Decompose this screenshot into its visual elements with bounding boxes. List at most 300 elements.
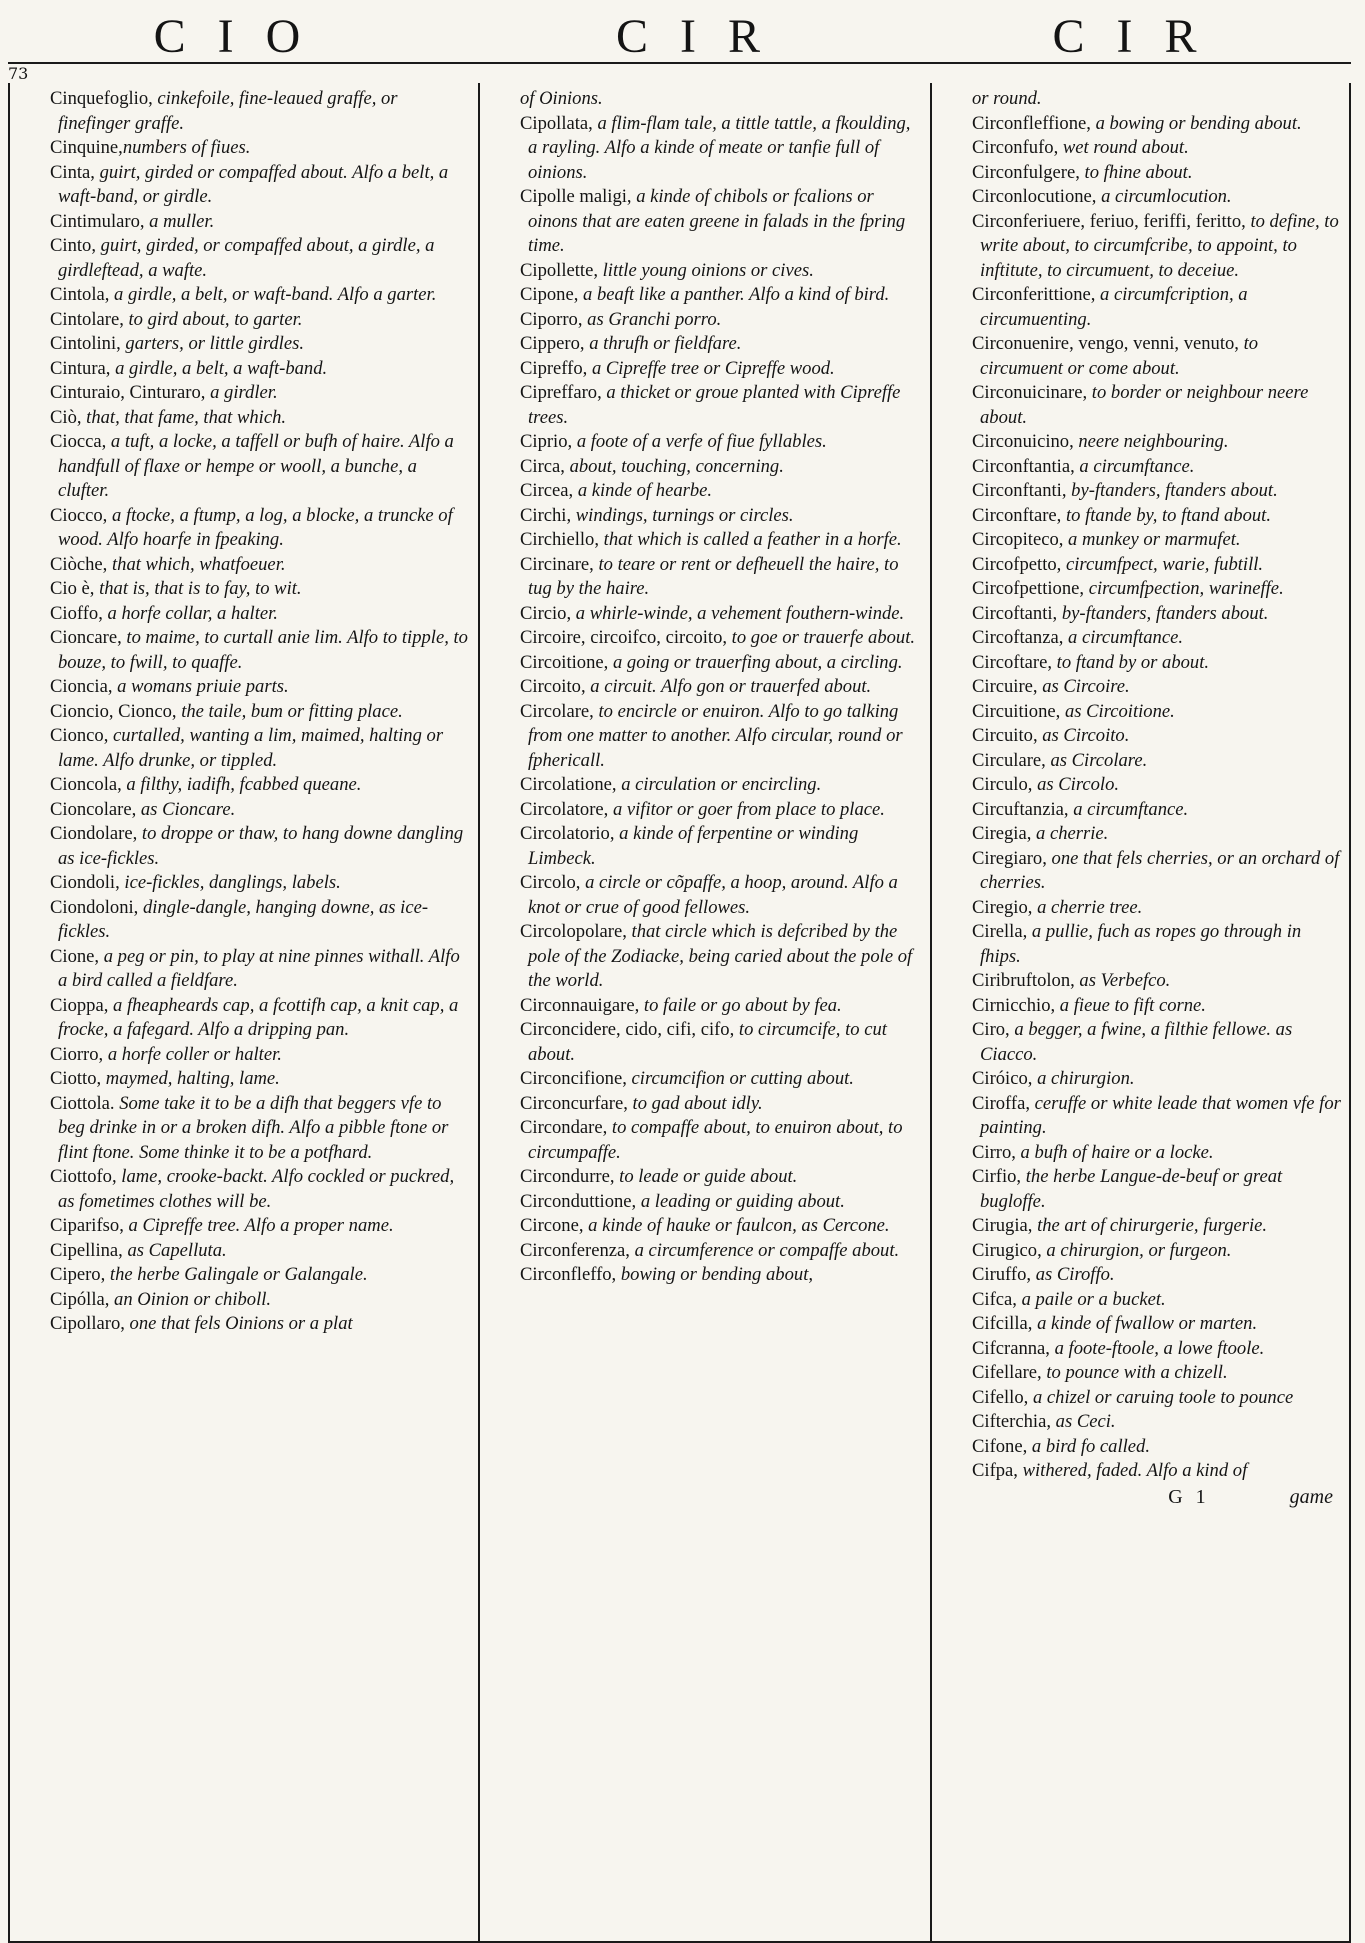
entry-headword: Circonftantia, — [972, 455, 1075, 477]
entry-headword: Circolopolare, — [520, 921, 627, 942]
entry-definition: a Cipreffe tree. Alfo a proper name. — [123, 1215, 394, 1236]
entry-definition: an Oinion or chiboll. — [109, 1288, 272, 1310]
entry-definition: ceruffe or white leade that women vfe for painting. — [980, 1092, 1341, 1138]
dictionary-entry — [948, 455, 1341, 480]
entry-definition: lame, crooke-backt. Alfo cockled or puckred, as fometimes clothes will be. — [58, 1166, 455, 1212]
dictionary-entry — [948, 626, 1341, 651]
dictionary-entry — [948, 1459, 1341, 1484]
entry-headword: Circio, — [520, 602, 572, 624]
dictionary-entry — [26, 161, 470, 210]
dictionary-entry — [948, 1312, 1341, 1337]
entry-headword: Ciorro, — [50, 1043, 104, 1065]
entry-definition: the herbe Galingale or Galangale. — [105, 1264, 368, 1285]
entry-headword: Cipero, — [50, 1264, 106, 1285]
entry-headword: Cintolini, — [50, 333, 121, 354]
entry-definition: a peg or pin, to play at nine pinnes withall. Alfo a bird called a fieldfare. — [58, 945, 460, 991]
dictionary-entry — [26, 430, 470, 504]
entry-definition: a chizel or caruing toole to pounce — [1028, 1386, 1294, 1408]
dictionary-entry — [26, 675, 470, 700]
dictionary-entry — [26, 1214, 470, 1239]
dictionary-entry — [948, 1435, 1341, 1460]
entry-headword: Circoncidere, cido, cifi, cifo, — [520, 1019, 735, 1040]
dictionary-entry — [948, 210, 1341, 284]
entry-definition: a circle or cõpaffe, a hoop, around. Alfo a knot or crue of good fellowes. — [528, 872, 898, 918]
entry-headword: Ciondoloni, — [50, 896, 139, 918]
entry-definition: neere neighbouring. — [1073, 431, 1229, 452]
entry-definition: dingle-dangle, hanging downe, as ice-fickles. — [58, 896, 429, 942]
entry-definition: a Cipreffe tree or Cipreffe wood. — [587, 357, 835, 379]
entry-headword: Cipone, — [520, 284, 579, 305]
entry-headword: Ciprio, — [520, 431, 573, 452]
dictionary-entry — [496, 871, 922, 920]
dictionary-entry — [496, 1190, 922, 1215]
entry-headword: Circopiteco, — [972, 529, 1064, 550]
entry-headword: Cinto, — [50, 235, 96, 256]
entry-headword: Ciregio, — [972, 896, 1033, 918]
entry-headword: Circoire, circoifco, circoito, — [520, 627, 728, 648]
entry-definition: a going or trauerfing about, a circling. — [608, 651, 903, 673]
dictionary-entry — [26, 210, 470, 235]
entry-headword: Ciottola. — [50, 1092, 115, 1114]
entry-definition: to maime, to curtall anie lim. Alfo to tipple, to bouze, to fwill, to quaffe. — [58, 627, 468, 673]
entry-headword: Cione, — [50, 945, 100, 967]
dictionary-entry — [26, 577, 470, 602]
dictionary-entry — [948, 798, 1341, 823]
entry-definition: cinkefoile, fine-leaued graffe, or finefinger graffe. — [58, 88, 398, 134]
dictionary-entry — [496, 381, 922, 430]
dictionary-entry — [948, 969, 1341, 994]
entry-headword: Circonferenza, — [520, 1239, 630, 1261]
dictionary-entry — [948, 161, 1341, 186]
entry-definition: a circulation or encircling. — [616, 774, 822, 795]
dictionary-entry — [26, 945, 470, 994]
entry-definition: a thrufh or fieldfare. — [584, 333, 742, 354]
entry-headword: Cifellare, — [972, 1362, 1042, 1383]
dictionary-entry — [26, 504, 470, 553]
dictionary-entry — [948, 1092, 1341, 1141]
entry-definition: a leading or guiding about. — [636, 1190, 845, 1212]
dictionary-entry — [496, 479, 922, 504]
dictionary-entry — [26, 822, 470, 871]
dictionary-entry — [496, 308, 922, 333]
entry-headword: Cintolare, — [50, 308, 124, 330]
entry-headword: Circone, — [520, 1215, 584, 1236]
dictionary-entry — [948, 1386, 1341, 1411]
entry-definition: a circumlocution. — [1096, 186, 1232, 207]
dictionary-entry — [496, 504, 922, 529]
entry-headword: Circolatorio, — [520, 823, 615, 844]
dictionary-entry — [496, 455, 922, 480]
entry-definition: Some take it to be a difh that beggers vfe to beg drinke in or a broken difh. Alfo a pibble ftone or flint ftone. Some thinke it to be a potfhard. — [58, 1092, 449, 1163]
entry-headword: Ciondoli, — [50, 872, 120, 893]
entry-definition: as Circoire. — [1037, 676, 1130, 697]
dictionary-entry — [948, 651, 1341, 676]
dictionary-entry — [26, 626, 470, 675]
column-3 — [932, 83, 1349, 1941]
entry-definition: to gad about idly. — [627, 1092, 763, 1114]
dictionary-entry — [26, 308, 470, 333]
dictionary-entry — [496, 185, 922, 259]
entry-headword: Circulo, — [972, 774, 1033, 795]
entry-headword: Cioffo, — [50, 602, 103, 624]
entry-headword: Circhi, — [520, 504, 572, 526]
entry-headword: Cipellina, — [50, 1239, 123, 1261]
dictionary-entry — [948, 1337, 1341, 1362]
entry-definition: to define, to write about, to circumfcribe, to appoint, to inftitute, to circumuent, to deceiue. — [980, 210, 1339, 281]
entry-headword: Circonftanti, — [972, 480, 1067, 501]
entry-headword: Circulare, — [972, 749, 1046, 771]
entry-headword: Circonfufo, — [972, 137, 1059, 158]
entry-headword: Circolatore, — [520, 798, 609, 820]
entry-headword: Cioncio, Cionco, — [50, 700, 177, 722]
entry-headword: Circonfulgere, — [972, 161, 1080, 183]
entry-headword: Cirugico, — [972, 1239, 1042, 1261]
entry-definition: to border or neighbour neere about. — [980, 382, 1309, 428]
entry-definition: wet round about. — [1058, 137, 1189, 158]
entry-headword: Cippero, — [520, 333, 585, 354]
entry-headword: Cinquine, — [50, 137, 123, 158]
columns — [8, 83, 1351, 1943]
entry-headword: Circoito, — [520, 676, 586, 697]
entry-definition: as Circoitione. — [1060, 700, 1175, 722]
entry-definition: to circumcife, to cut about. — [528, 1019, 887, 1065]
entry-headword: Cipollaro, — [50, 1313, 125, 1334]
entry-definition: as Circolo. — [1032, 774, 1120, 795]
entry-definition: a cherrie. — [1031, 823, 1109, 844]
entry-headword: Circea, — [520, 480, 574, 501]
dictionary-entry — [496, 700, 922, 774]
dictionary-entry — [26, 1288, 470, 1313]
dictionary-entry — [948, 1410, 1341, 1435]
entry-headword: Circoitione, — [520, 651, 609, 673]
entry-definition: withered, faded. Alfo a kind of — [1017, 1460, 1248, 1481]
catchword: game — [1289, 1485, 1333, 1508]
dictionary-entry — [496, 602, 922, 627]
entry-definition: a kinde of fwallow or marten. — [1032, 1313, 1258, 1334]
entry-headword: Cinquefoglio, — [50, 88, 153, 109]
dictionary-entry — [948, 430, 1341, 455]
entry-headword: Cipolle maligi, — [520, 186, 632, 207]
entry-definition: a foote-ftoole, a lowe ftoole. — [1049, 1337, 1265, 1359]
entry-definition: a chirurgion. — [1032, 1068, 1135, 1089]
entry-headword: Cinturaio, Cinturaro, — [50, 382, 206, 403]
entry-definition: that, that fame, that which. — [81, 406, 287, 428]
header-middle: CIR — [615, 10, 792, 63]
dictionary-entry — [496, 553, 922, 602]
dictionary-entry — [26, 87, 470, 136]
dictionary-entry — [26, 1263, 470, 1288]
entry-definition: little young oinions or cives. — [597, 259, 814, 281]
entry-definition: of Oinions. — [520, 88, 603, 109]
dictionary-entry — [948, 136, 1341, 161]
entry-definition: a kinde of hearbe. — [573, 480, 713, 501]
dictionary-entry — [948, 675, 1341, 700]
entry-definition: to circumuent or come about. — [980, 333, 1259, 379]
entry-definition: a girdler. — [205, 382, 278, 403]
entry-headword: Cifcranna, — [972, 1337, 1050, 1359]
entry-headword: Cipreffaro, — [520, 382, 602, 403]
entry-definition: a pullie, fuch as ropes go through in fhips. — [980, 921, 1302, 967]
entry-definition: to compaffe about, to enuiron about, to circumpaffe. — [528, 1117, 903, 1163]
entry-headword: Cifpa, — [972, 1460, 1018, 1481]
entry-definition: a bufh of haire or a locke. — [1015, 1141, 1214, 1163]
dictionary-entry — [26, 896, 470, 945]
entry-definition: a kinde of chibols or fcalions or oinons that are eaten greene in falads in the fpring time. — [528, 186, 906, 256]
entry-definition: a bowing or bending about. — [1090, 112, 1302, 134]
entry-definition: to leade or guide about. — [614, 1166, 798, 1187]
entry-definition: as Cioncare. — [136, 798, 236, 820]
entry-definition: one that fels Oinions or a plat — [124, 1313, 353, 1334]
dictionary-entry — [948, 700, 1341, 725]
dictionary-entry — [948, 479, 1341, 504]
entry-definition: by-ftanders, ftanders about. — [1066, 480, 1278, 501]
entry-headword: Circuire, — [972, 676, 1038, 697]
dictionary-entry — [496, 332, 922, 357]
dictionary-entry — [948, 577, 1341, 602]
entry-headword: Circoftanza, — [972, 627, 1064, 648]
dictionary-entry — [26, 381, 470, 406]
dictionary-entry — [948, 920, 1341, 969]
entry-definition: as Capelluta. — [122, 1239, 227, 1261]
dictionary-entry — [496, 675, 922, 700]
dictionary-entry — [948, 1214, 1341, 1239]
entry-headword: Cirro, — [972, 1141, 1016, 1163]
entry-definition: a foote of a verfe of fiue fyllables. — [572, 431, 827, 452]
entry-headword: Circuito, — [972, 725, 1038, 746]
entry-headword: Cifca, — [972, 1288, 1017, 1310]
dictionary-entry — [26, 332, 470, 357]
entry-headword: Ciróico, — [972, 1068, 1033, 1089]
entry-definition: or round. — [972, 88, 1042, 109]
entry-definition: a vifitor or goer from place to place. — [608, 798, 885, 820]
entry-definition: to teare or rent or defheuell the haire, to tug by the haire. — [528, 553, 899, 599]
entry-definition: to faile or go about by fea. — [639, 994, 842, 1016]
entry-definition: a fieue to fift corne. — [1055, 994, 1206, 1016]
entry-headword: Cioncolare, — [50, 798, 137, 820]
entry-headword: Cintura, — [50, 357, 111, 379]
page-footer — [948, 1486, 1341, 1509]
entry-definition: the taile, bum or fitting place. — [176, 700, 403, 722]
page-number: 73 — [8, 64, 29, 83]
dictionary-entry — [948, 1165, 1341, 1214]
entry-headword: Ciribruftolon, — [972, 970, 1075, 991]
entry-definition: circumfpection, warineffe. — [1084, 578, 1284, 599]
dictionary-entry — [496, 1018, 922, 1067]
entry-definition: as Verbefco. — [1074, 970, 1171, 991]
dictionary-entry — [26, 773, 470, 798]
dictionary-entry — [948, 896, 1341, 921]
dictionary-entry — [948, 749, 1341, 774]
entry-definition: a circumftance. — [1063, 627, 1183, 648]
dictionary-entry — [26, 357, 470, 382]
entry-headword: Cintola, — [50, 284, 110, 305]
dictionary-entry — [496, 87, 922, 112]
column-2 — [480, 83, 932, 1941]
entry-headword: Ciregiaro, — [972, 847, 1047, 869]
entry-definition: a tuft, a locke, a taffell or bufh of haire. Alfo a handfull of flaxe or hempe or wooll, a bunche, a clufter. — [58, 431, 454, 501]
dictionary-entry — [948, 283, 1341, 332]
entry-definition: a beaft like a panther. Alfo a kind of bird. — [578, 284, 890, 305]
entry-definition: as Circolare. — [1045, 749, 1148, 771]
entry-headword: Circonuicinare, — [972, 382, 1088, 403]
dictionary-entry — [496, 1067, 922, 1092]
dictionary-entry — [948, 87, 1341, 112]
entry-definition: a kinde of ferpentine or winding Limbeck. — [528, 823, 859, 869]
entry-headword: Cirella, — [972, 921, 1028, 942]
entry-headword: Ciparifso, — [50, 1215, 124, 1236]
dictionary-entry — [496, 1116, 922, 1165]
dictionary-entry — [948, 602, 1341, 627]
dictionary-entry — [948, 1239, 1341, 1264]
entry-definition: a circumftance. — [1068, 798, 1189, 820]
dictionary-entry — [496, 626, 922, 651]
entry-definition: a munkey or marmufet. — [1063, 529, 1241, 550]
dictionary-entry — [948, 1067, 1341, 1092]
dictionary-entry — [496, 1092, 922, 1117]
dictionary-entry — [496, 798, 922, 823]
dictionary-entry — [496, 920, 922, 994]
entry-definition: a circumftance. — [1074, 455, 1195, 477]
entry-definition: to gird about, to garter. — [123, 308, 303, 330]
entry-headword: Circa, — [520, 455, 565, 477]
entry-headword: Ciocca, — [50, 431, 107, 452]
entry-headword: Circoncurfare, — [520, 1092, 628, 1114]
entry-definition: a kinde of hauke or faulcon, as Cercone. — [583, 1215, 890, 1236]
entry-definition: a muller. — [144, 210, 215, 232]
entry-definition: circumcifion or cutting about. — [626, 1068, 854, 1089]
dictionary-entry — [948, 1288, 1341, 1313]
entry-headword: Cifcilla, — [972, 1313, 1033, 1334]
dictionary-entry — [26, 1092, 470, 1166]
header-right: CIR — [1052, 10, 1229, 63]
entry-headword: Cioncare, — [50, 627, 122, 648]
dictionary-entry — [26, 798, 470, 823]
entry-headword: Cio è, — [50, 578, 95, 599]
dictionary-entry — [26, 234, 470, 283]
dictionary-entry — [496, 430, 922, 455]
entry-definition: a girdle, a belt, or waft-band. Alfo a garter. — [109, 284, 437, 305]
entry-definition: one that fels cherries, or an orchard of cherries. — [980, 847, 1340, 893]
entry-definition: bowing or bending about, — [616, 1264, 814, 1285]
entry-headword: Circonduttione, — [520, 1190, 637, 1212]
dictionary-entry — [496, 1165, 922, 1190]
dictionary-entry — [496, 283, 922, 308]
entry-definition: a thicket or groue planted with Cipreffe trees. — [528, 382, 901, 428]
entry-headword: Ciregia, — [972, 823, 1032, 844]
entry-definition: by-ftanders, ftanders about. — [1057, 602, 1269, 624]
entry-definition: maymed, halting, lame. — [101, 1068, 280, 1089]
entry-definition: a filthy, iadifh, fcabbed queane. — [121, 774, 362, 795]
dictionary-entry — [496, 1263, 922, 1288]
entry-definition: a fheapheards cap, a fcottifh cap, a knit cap, a frocke, a fafegard. Alfo a dripping pan. — [58, 994, 459, 1040]
entry-definition: a circumfcription, a circumuenting. — [980, 284, 1248, 330]
entry-headword: Circofpettione, — [972, 578, 1085, 599]
dictionary-entry — [496, 651, 922, 676]
entry-headword: Cioppa, — [50, 994, 109, 1016]
dictionary-entry — [948, 1018, 1341, 1067]
entry-headword: Ciro, — [972, 1019, 1010, 1040]
entry-headword: Circonuicino, — [972, 431, 1074, 452]
entry-definition: a circumference or compaffe about. — [629, 1239, 900, 1261]
dictionary-entry — [496, 773, 922, 798]
entry-headword: Circinare, — [520, 553, 594, 575]
dictionary-entry — [948, 847, 1341, 896]
entry-definition: circumfpect, warie, fubtill. — [1061, 553, 1264, 575]
dictionary-entry — [948, 504, 1341, 529]
entry-headword: Cifterchia, — [972, 1411, 1051, 1432]
entry-headword: Circonferiuere, feriuo, feriffi, feritto, — [972, 210, 1246, 232]
entry-definition: to ftande by, to ftand about. — [1061, 504, 1272, 526]
entry-definition: as Granchi porro. — [582, 308, 722, 330]
entry-headword: Cipollette, — [520, 259, 598, 281]
entry-headword: Circonlocutione, — [972, 186, 1097, 207]
dictionary-entry — [948, 381, 1341, 430]
running-header — [8, 12, 1351, 64]
entry-definition: that which is called a feather in a horfe. — [599, 529, 902, 550]
entry-headword: Cioncola, — [50, 774, 122, 795]
entry-headword: Cifello, — [972, 1386, 1029, 1408]
entry-headword: Ciotto, — [50, 1068, 102, 1089]
entry-definition: about, touching, concerning. — [564, 455, 784, 477]
dictionary-entry — [948, 1263, 1341, 1288]
entry-definition: that which, whatfoeuer. — [107, 553, 286, 575]
entry-headword: Cintimularo, — [50, 210, 145, 232]
entry-headword: Circonferittione, — [972, 284, 1096, 305]
entry-headword: Circuitione, — [972, 700, 1061, 722]
entry-definition: a ftocke, a ftump, a log, a blocke, a truncke of wood. Alfo hoarfe in fpeaking. — [58, 504, 453, 550]
dictionary-entry — [26, 1165, 470, 1214]
header-left: CIO — [153, 10, 333, 63]
dictionary-entry — [26, 1312, 470, 1337]
entry-headword: Cipollata, — [520, 112, 593, 134]
entry-definition: a horfe collar, a halter. — [102, 602, 278, 624]
entry-headword: Circoncifione, — [520, 1068, 627, 1089]
entry-headword: Cipólla, — [50, 1288, 110, 1310]
dictionary-entry — [496, 1214, 922, 1239]
dictionary-entry — [496, 994, 922, 1019]
entry-headword: Ciottofo, — [50, 1166, 117, 1187]
entry-definition: windings, turnings or circles. — [571, 504, 794, 526]
entry-headword: Cirfio, — [972, 1166, 1022, 1187]
dictionary-entry — [948, 112, 1341, 137]
entry-headword: Circonftare, — [972, 504, 1062, 526]
entry-definition: guirt, girded, or compaffed about, a girdle, a girdleftead, a wafte. — [58, 235, 435, 281]
entry-headword: Circoftare, — [972, 651, 1053, 673]
dictionary-entry — [496, 357, 922, 382]
dictionary-entry — [496, 112, 922, 186]
entry-headword: Circolatione, — [520, 774, 617, 795]
entry-definition: a girdle, a belt, a waft-band. — [110, 357, 328, 379]
dictionary-entry — [948, 185, 1341, 210]
entry-headword: Circonfleffo, — [520, 1264, 617, 1285]
entry-headword: Cinta, — [50, 161, 95, 183]
entry-headword: Cipreffo, — [520, 357, 588, 379]
entry-headword: Circolare, — [520, 700, 594, 722]
dictionary-entry — [948, 724, 1341, 749]
entry-definition: ice-fickles, danglings, labels. — [119, 872, 341, 893]
entry-definition: numbers of fiues. — [122, 137, 251, 158]
entry-headword: Ciroffa, — [972, 1092, 1031, 1114]
entry-definition: a flim-flam tale, a tittle tattle, a fkoulding, a rayling. Alfo a kinde of meate or tanfie full of oinions. — [528, 112, 911, 183]
entry-headword: Cifone, — [972, 1435, 1028, 1457]
entry-definition: that is, that is to fay, to wit. — [94, 578, 302, 599]
entry-definition: a womans priuie parts. — [112, 676, 289, 697]
entry-definition: a chirurgion, or furgeon. — [1041, 1239, 1232, 1261]
dictionary-entry — [948, 1141, 1341, 1166]
dictionary-entry — [26, 994, 470, 1043]
entry-headword: Circuftanzia, — [972, 798, 1069, 820]
entry-headword: Ciocco, — [50, 504, 108, 526]
